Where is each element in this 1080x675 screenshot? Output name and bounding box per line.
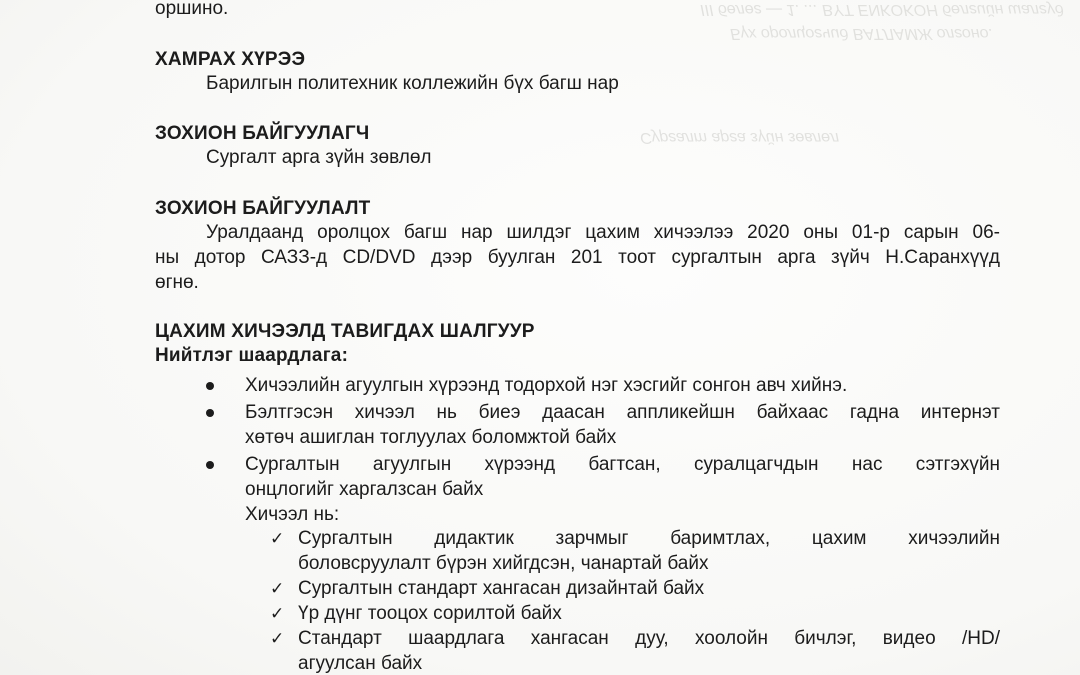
bleed-through-line-1: III бөлөг — 1. ... BYT ENKOKOH бөлгийн шалгуд: [700, 1, 1064, 18]
bleed-through-line-3: Сургалт арга зүйн зөвлөл: [640, 129, 840, 146]
organization-line-2: ны дотор САЗЗ-д CD/DVD дээр буулган 201 тоот сургалтын арга зүйч Н.Саранхүүд: [155, 247, 1000, 268]
organization-line-1: Уралдаанд оролцох багш нар шилдэг цахим хичээлээ 2020 оны 01-р сарын 06-: [206, 222, 1000, 243]
checkmark-icon: ✓: [270, 629, 285, 649]
lesson-label: Хичээл нь:: [245, 504, 340, 525]
organizer-heading: ЗОХИОН БАЙГУУЛАГЧ: [155, 123, 370, 144]
organizer-text: Сургалт арга зүйн зөвлөл: [206, 147, 432, 168]
bullet-3-line-2: онцлогийг харгалзсан байх: [245, 479, 484, 500]
check-3-text: Үр дүнг тооцох сорилтой байх: [298, 603, 562, 624]
bullet-1-text: Хичээлийн агуулгын хүрээнд тодорхой нэг хэсгийг сонгон авч хийнэ.: [245, 375, 848, 396]
checkmark-icon: ✓: [270, 579, 285, 599]
checkmark-icon: ✓: [270, 529, 285, 549]
scope-text: Барилгын политехник коллежийн бүх багш нар: [206, 73, 619, 94]
checkmark-icon: ✓: [270, 604, 285, 624]
bullet-2-line-1: Бэлтгэсэн хичээл нь биеэ даасан аппликейшн байхаас гадна интернэт: [245, 402, 1000, 423]
intro-tail-text: оршино.: [155, 0, 229, 19]
check-4-line-2: агуулсан байх: [298, 653, 423, 674]
check-2-text: Сургалтын стандарт хангасан дизайнтай байх: [298, 578, 705, 599]
organization-heading: ЗОХИОН БАЙГУУЛАЛТ: [155, 198, 371, 219]
bullet-2-line-2: хөтөч ашиглан тоглуулах боломжтой байх: [245, 427, 617, 448]
bullet-point-3: [206, 461, 214, 469]
check-1-line-1: Сургалтын дидактик зарчмыг баримтлах, цахим хичээлийн: [298, 528, 1000, 549]
bullet-point-2: [206, 409, 214, 417]
bullet-3-line-1: Сургалтын агуулгын хүрээнд багтсан, суралцагчдын нас сэтгэхүйн: [245, 454, 1000, 475]
check-4-line-1: Стандарт шаардлага хангасан дуу, хоолойн бичлэг, видео /HD/: [298, 628, 1000, 649]
criteria-subheading: Нийтлэг шаардлага:: [155, 345, 349, 366]
bullet-point-1: [206, 382, 214, 390]
criteria-heading: ЦАХИМ ХИЧЭЭЛД ТАВИГДАХ ШАЛГУУР: [155, 321, 535, 342]
organization-line-3: өгнө.: [155, 272, 199, 293]
bleed-through-line-2: Бүх оролцогчид BATЛAMЖ олгоно.: [730, 25, 993, 42]
scope-heading: ХАМРАХ ХҮРЭЭ: [155, 49, 306, 70]
check-1-line-2: боловсруулалт бүрэн хийгдсэн, чанартай байх: [298, 553, 709, 574]
